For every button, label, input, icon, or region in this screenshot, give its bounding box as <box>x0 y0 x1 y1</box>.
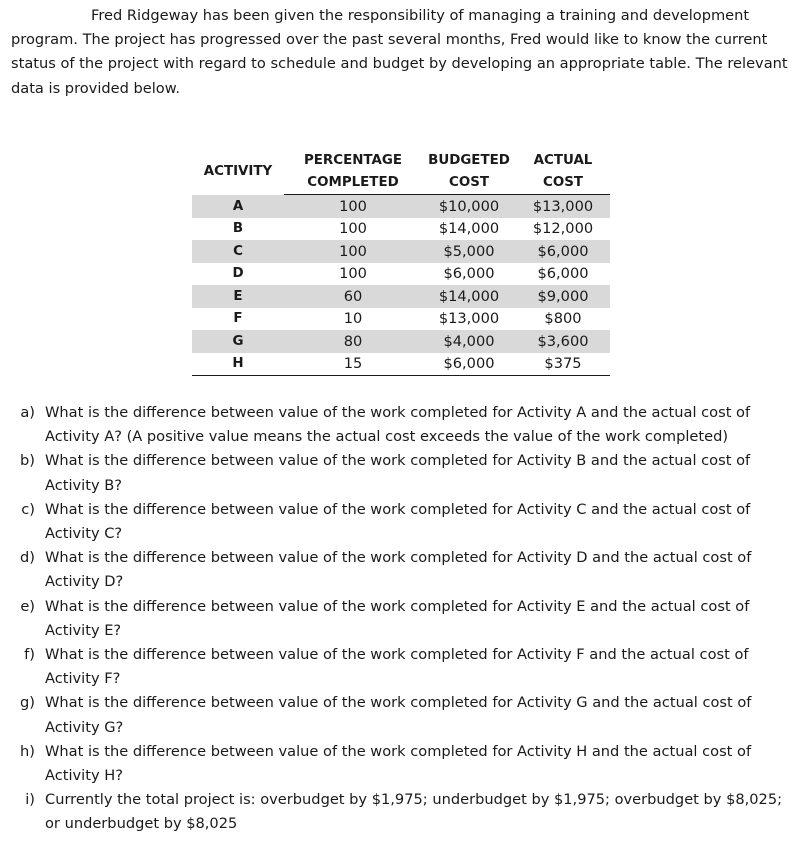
actual-cost-cell: $6,000 <box>516 240 610 263</box>
question-marker: a) <box>20 404 35 421</box>
actual-cost-cell: $9,000 <box>516 285 610 308</box>
table-row <box>192 240 610 263</box>
question-item <box>11 546 791 594</box>
question-item <box>11 595 791 643</box>
header-budgeted-cost: COST <box>422 172 516 195</box>
actual-cost-cell: $13,000 <box>516 195 610 218</box>
percent-completed-cell: 80 <box>284 330 422 353</box>
question-text: What is the difference between value of the work completed for Activity H and the actual cost of Activity H? <box>45 742 752 785</box>
header-budgeted: BUDGETED <box>428 153 510 168</box>
percent-completed-cell: 100 <box>339 220 367 238</box>
table-row <box>192 330 610 353</box>
question-marker: g) <box>20 694 35 712</box>
question-text: What is the difference between value of the work completed for Activity G and the actual cost of Activity G? <box>45 694 752 736</box>
header-completed: COMPLETED <box>284 172 422 195</box>
budgeted-cost-cell: $14,000 <box>422 285 516 308</box>
activity-cell: F <box>233 311 243 327</box>
percent-completed-cell: 100 <box>339 265 367 283</box>
budgeted-cost-cell: $4,000 <box>422 330 516 353</box>
percent-completed-cell: 15 <box>284 353 422 376</box>
table-row <box>192 195 610 218</box>
table-row <box>192 308 610 331</box>
header-percentage: PERCENTAGE <box>303 153 403 168</box>
question-item <box>11 691 791 739</box>
table-row <box>192 263 610 286</box>
activity-cell: G <box>192 330 284 353</box>
question-text: What is the difference between value of the work completed for Activity B and the actual cost of Activity B? <box>45 452 751 494</box>
activity-cell: E <box>192 285 284 308</box>
percent-completed-cell: 100 <box>284 195 422 218</box>
budgeted-cost-cell: $14,000 <box>438 220 500 238</box>
question-item <box>11 449 791 497</box>
budgeted-cost-cell: $13,000 <box>438 310 500 328</box>
actual-cost-cell: $6,000 <box>537 265 589 283</box>
header-actual-cost: COST <box>516 172 610 195</box>
question-marker: h) <box>20 742 35 760</box>
percent-completed-cell: 60 <box>284 285 422 308</box>
question-text: What is the difference between value of the work completed for Activity C and the actual cost of Activity C? <box>45 500 751 543</box>
activity-cell: H <box>192 353 284 376</box>
question-text: What is the difference between value of the work completed for Activity E and the actual cost of Activity E? <box>45 597 750 639</box>
activity-cell: B <box>232 221 244 237</box>
question-text: Currently the total project is: overbudget by $1,975; underbudget by $1,975; overbudget by $8,025; or underbudget by $8,025 <box>45 791 783 833</box>
question-marker: d) <box>20 549 35 567</box>
question-marker: b) <box>20 452 35 470</box>
budgeted-cost-cell: $5,000 <box>422 240 516 263</box>
question-item <box>11 740 791 788</box>
table-row <box>192 218 610 241</box>
question-text: What is the difference between value of the work completed for Activity F and the actual cost of Activity F? <box>45 646 749 688</box>
question-marker: e) <box>20 597 35 615</box>
question-text: What is the difference between value of the work completed for Activity A and the actual cost of Activity A? (A positive value means the actual cost exceeds the value of the work completed) <box>45 404 751 446</box>
percent-completed-cell: 100 <box>284 240 422 263</box>
question-marker: f) <box>24 646 35 664</box>
actual-cost-cell: $3,600 <box>516 330 610 353</box>
header-activity: ACTIVITY <box>203 164 273 180</box>
actual-cost-cell: $800 <box>544 310 582 328</box>
percent-completed-cell: 10 <box>343 310 363 328</box>
question-marker: c) <box>21 500 35 518</box>
budgeted-cost-cell: $6,000 <box>422 353 516 376</box>
question-item <box>11 643 791 691</box>
table-header-row-1 <box>192 150 610 172</box>
actual-cost-cell: $375 <box>516 353 610 376</box>
project-data-table <box>192 150 610 376</box>
table-row <box>192 285 610 308</box>
table-body <box>192 195 610 376</box>
activity-cell: A <box>192 195 284 218</box>
table-row <box>192 353 610 376</box>
activity-cell: D <box>232 266 244 282</box>
intro-paragraph: Fred Ridgeway has been given the responsibility of managing a training and development program. The project has progressed over the past several months, Fred would like to know the current status of the project with regard to schedule and budget by developing an appropriate table. The relevant data is provided below. <box>11 7 788 97</box>
question-text: What is the difference between value of the work completed for Activity D and the actual cost of Activity D? <box>45 549 752 591</box>
actual-cost-cell: $12,000 <box>532 220 594 238</box>
question-item <box>11 401 791 449</box>
header-actual: ACTUAL <box>533 153 593 168</box>
budgeted-cost-cell: $10,000 <box>422 195 516 218</box>
budgeted-cost-cell: $6,000 <box>443 265 495 283</box>
question-list <box>11 401 791 837</box>
question-marker: i) <box>25 791 35 809</box>
question-item <box>11 788 791 836</box>
activity-cell: C <box>192 240 284 263</box>
question-item <box>11 498 791 546</box>
